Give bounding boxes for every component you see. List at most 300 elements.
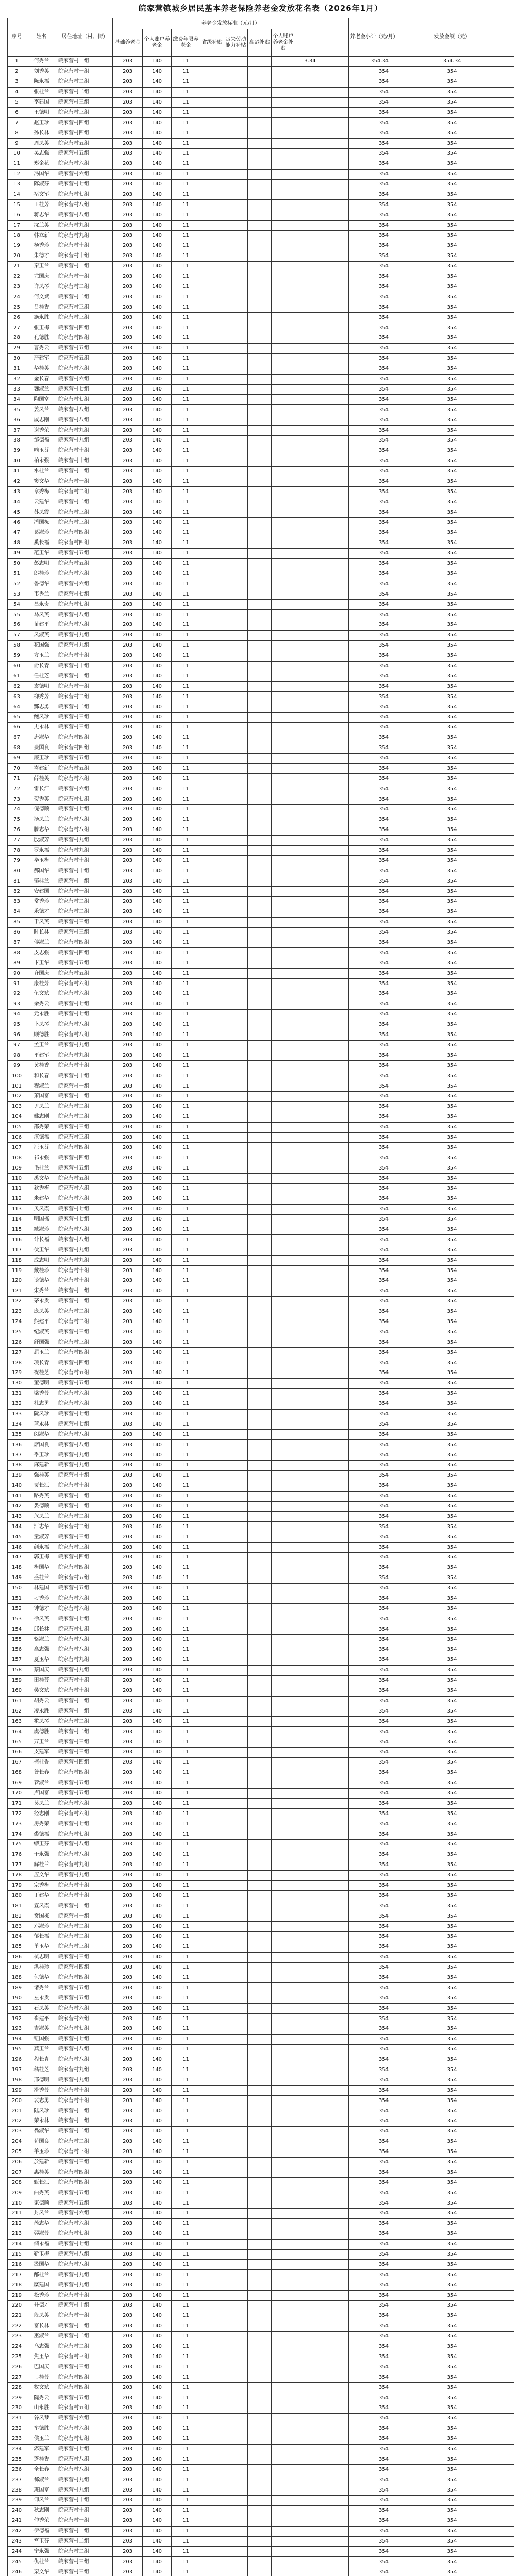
cell-col-c	[248, 999, 272, 1009]
cell-total: 354	[390, 179, 514, 190]
cell-address: 皖家营村三组	[57, 2352, 113, 2362]
cell-blank-2	[325, 2044, 349, 2055]
cell-col-c	[248, 1450, 272, 1461]
cell-col-c	[248, 2024, 272, 2035]
cell-col-d	[272, 1522, 295, 1532]
cell-personal: 140	[143, 753, 172, 764]
cell-address: 皖家营村五组	[57, 139, 113, 149]
cell-col-d	[272, 364, 295, 374]
cell-col-d	[272, 1317, 295, 1327]
cell-col-c	[248, 108, 272, 118]
cell-personal: 140	[143, 1870, 172, 1880]
cell-address: 皖家营村二组	[57, 2547, 113, 2557]
cell-col-c	[248, 2167, 272, 2178]
cell-personal: 140	[143, 333, 172, 344]
cell-col-b	[224, 1747, 248, 1757]
cell-blank-2	[325, 2086, 349, 2096]
cell-personal: 140	[143, 2116, 172, 2127]
table-row	[8, 1378, 514, 1388]
cell-address: 皖家营村二组	[57, 292, 113, 302]
cell-personal: 140	[143, 2034, 172, 2044]
cell-col-c	[248, 272, 272, 282]
cell-col-c	[248, 477, 272, 487]
cell-long-service: 11	[172, 1450, 200, 1461]
cell-col-d	[272, 969, 295, 979]
cell-col-a	[200, 999, 224, 1009]
cell-col-a	[200, 1594, 224, 1604]
cell-personal: 140	[143, 1296, 172, 1307]
cell-col-c	[248, 1870, 272, 1880]
table-row	[8, 2567, 514, 2576]
cell-col-d	[272, 620, 295, 630]
cell-total: 354	[390, 682, 514, 692]
cell-basic: 203	[113, 1430, 143, 1440]
cell-col-a	[200, 1737, 224, 1748]
cell-col-c	[248, 1163, 272, 1174]
cell-col-c	[248, 1388, 272, 1399]
cell-col-c	[248, 743, 272, 753]
cell-long-service: 11	[172, 538, 200, 548]
cell-col-c	[248, 1307, 272, 1317]
cell-personal: 140	[143, 845, 172, 856]
cell-basic: 203	[113, 1276, 143, 1286]
table-row	[8, 713, 514, 723]
cell-col-d	[272, 825, 295, 835]
cell-col-c	[248, 856, 272, 866]
cell-index: 169	[8, 1778, 26, 1788]
cell-basic: 203	[113, 1020, 143, 1030]
cell-name: 解桂兰	[26, 1860, 57, 1870]
cell-blank-1	[295, 2198, 325, 2209]
cell-address: 皖家营村一组	[57, 887, 113, 897]
cell-name: 何文斌	[26, 292, 57, 302]
cell-col-a	[200, 671, 224, 682]
cell-blank-1	[295, 753, 325, 764]
cell-subtotal: 354	[349, 2126, 390, 2137]
cell-total: 354	[390, 1573, 514, 1583]
cell-subtotal: 354	[349, 999, 390, 1009]
cell-col-d	[272, 2362, 295, 2372]
cell-blank-2	[325, 1419, 349, 1430]
table-row	[8, 497, 514, 507]
cell-long-service: 11	[172, 1481, 200, 1491]
cell-blank-2	[325, 1675, 349, 1686]
cell-long-service: 11	[172, 2106, 200, 2116]
cell-index: 32	[8, 374, 26, 384]
table-row	[8, 446, 514, 456]
cell-personal: 140	[143, 794, 172, 805]
document-title: 皖家营镇城乡居民基本养老保险养老金发放花名表（2026年1月）	[138, 4, 383, 13]
cell-col-b	[224, 149, 248, 159]
cell-blank-1	[295, 1696, 325, 1706]
cell-total: 354	[390, 1737, 514, 1748]
cell-blank-2	[325, 2034, 349, 2044]
cell-index: 73	[8, 794, 26, 805]
cell-subtotal: 354	[349, 1091, 390, 1101]
cell-address: 皖家营村十组	[57, 2086, 113, 2096]
cell-blank-1	[295, 353, 325, 364]
cell-col-d	[272, 2383, 295, 2393]
cell-col-d	[272, 1440, 295, 1450]
cell-index: 10	[8, 149, 26, 159]
cell-blank-1	[295, 2424, 325, 2434]
cell-blank-2	[325, 1440, 349, 1450]
cell-name: 常秀珍	[26, 897, 57, 907]
cell-name: 谢秀荣	[26, 426, 57, 436]
cell-personal: 140	[143, 620, 172, 630]
cell-blank-2	[325, 2004, 349, 2014]
cell-total: 354	[390, 1183, 514, 1194]
cell-blank-2	[325, 1225, 349, 1235]
table-row	[8, 764, 514, 774]
cell-col-a	[200, 1922, 224, 1932]
table-row	[8, 528, 514, 538]
cell-col-a	[200, 2004, 224, 2014]
cell-col-b	[224, 1266, 248, 1276]
cell-col-c	[248, 1153, 272, 1163]
cell-col-d	[272, 2485, 295, 2496]
cell-col-a	[200, 876, 224, 887]
cell-blank-1	[295, 2475, 325, 2485]
cell-subtotal: 354	[349, 2526, 390, 2536]
cell-index: 142	[8, 1501, 26, 1512]
cell-blank-2	[325, 528, 349, 538]
cell-blank-1	[295, 333, 325, 344]
cell-address: 皖家营村七组	[57, 805, 113, 815]
cell-name: 袁德明	[26, 682, 57, 692]
cell-col-d	[272, 2167, 295, 2178]
cell-name: 禹文华	[26, 1174, 57, 1184]
cell-blank-2	[325, 999, 349, 1009]
cell-address: 皖家营村九组	[57, 435, 113, 446]
cell-col-d	[272, 733, 295, 743]
cell-long-service: 11	[172, 1635, 200, 1645]
cell-col-c	[248, 1891, 272, 1901]
table-row	[8, 1870, 514, 1880]
cell-index: 28	[8, 333, 26, 344]
cell-col-c	[248, 1225, 272, 1235]
cell-col-a	[200, 722, 224, 733]
cell-blank-1	[295, 866, 325, 876]
cell-col-d	[272, 1799, 295, 1809]
cell-address: 皖家营村五组	[57, 558, 113, 569]
cell-blank-1	[295, 1563, 325, 1573]
cell-blank-1	[295, 179, 325, 190]
header-subtotal: 养老金小计（元/月）	[349, 18, 390, 57]
cell-index: 22	[8, 272, 26, 282]
table-row	[8, 579, 514, 589]
cell-blank-1	[295, 1501, 325, 1512]
cell-col-c	[248, 2270, 272, 2280]
table-row	[8, 77, 514, 87]
cell-subtotal: 354	[349, 1829, 390, 1840]
cell-blank-2	[325, 2301, 349, 2311]
cell-col-c	[248, 640, 272, 651]
cell-blank-1	[295, 702, 325, 713]
cell-blank-1	[295, 1040, 325, 1050]
cell-long-service: 11	[172, 1675, 200, 1686]
cell-basic: 203	[113, 1952, 143, 1962]
table-row	[8, 1194, 514, 1204]
cell-personal: 140	[143, 2209, 172, 2219]
header-index: 序号	[8, 18, 26, 57]
cell-subtotal: 354	[349, 1604, 390, 1614]
cell-col-b	[224, 2157, 248, 2167]
cell-blank-2	[325, 149, 349, 159]
cell-subtotal: 354	[349, 1081, 390, 1092]
cell-personal: 140	[143, 999, 172, 1009]
cell-col-d	[272, 1993, 295, 2004]
cell-col-d	[272, 1553, 295, 1563]
cell-col-c	[248, 292, 272, 302]
cell-personal: 140	[143, 2075, 172, 2086]
cell-subtotal: 354	[349, 815, 390, 825]
cell-subtotal: 354	[349, 2485, 390, 2496]
cell-blank-2	[325, 1337, 349, 1348]
table-row	[8, 2044, 514, 2055]
cell-basic: 203	[113, 2372, 143, 2383]
cell-name: 隗秀云	[26, 2393, 57, 2403]
cell-long-service: 11	[172, 364, 200, 374]
cell-total: 354	[390, 282, 514, 292]
cell-index: 158	[8, 1665, 26, 1675]
cell-col-a	[200, 2239, 224, 2249]
cell-personal: 140	[143, 2403, 172, 2413]
cell-long-service: 11	[172, 1860, 200, 1870]
cell-index: 146	[8, 1543, 26, 1553]
cell-index: 89	[8, 958, 26, 969]
cell-index: 6	[8, 108, 26, 118]
cell-col-b	[224, 1071, 248, 1081]
cell-address: 皖家营村十组	[57, 1276, 113, 1286]
cell-blank-2	[325, 1430, 349, 1440]
cell-col-c	[248, 969, 272, 979]
cell-subtotal: 354	[349, 682, 390, 692]
cell-subtotal: 354	[349, 600, 390, 610]
table-row	[8, 1337, 514, 1348]
cell-total: 354	[390, 2567, 514, 2576]
cell-blank-1	[295, 569, 325, 579]
cell-subtotal: 354	[349, 1747, 390, 1757]
table-body	[8, 57, 514, 2576]
cell-subtotal: 354	[349, 1430, 390, 1440]
cell-personal: 140	[143, 1696, 172, 1706]
cell-col-c	[248, 1235, 272, 1245]
cell-col-b	[224, 1962, 248, 1973]
cell-col-a	[200, 1358, 224, 1368]
cell-basic: 203	[113, 1563, 143, 1573]
cell-col-b	[224, 2311, 248, 2321]
cell-col-b	[224, 702, 248, 713]
cell-long-service: 11	[172, 917, 200, 927]
cell-name: 项长青	[26, 1358, 57, 1368]
cell-name: 昝长春	[26, 1768, 57, 1778]
cell-index: 229	[8, 2393, 26, 2403]
cell-blank-1	[295, 1778, 325, 1788]
cell-index: 12	[8, 169, 26, 179]
cell-address: 皖家营村九组	[57, 1870, 113, 1880]
cell-total: 354	[390, 1225, 514, 1235]
cell-subtotal: 354	[349, 2024, 390, 2035]
cell-subtotal: 354	[349, 979, 390, 989]
cell-blank-2	[325, 743, 349, 753]
cell-personal: 140	[143, 1214, 172, 1225]
cell-col-b	[224, 405, 248, 415]
cell-subtotal: 354	[349, 1635, 390, 1645]
cell-basic: 203	[113, 446, 143, 456]
cell-col-c	[248, 2505, 272, 2516]
cell-personal: 140	[143, 2086, 172, 2096]
cell-blank-2	[325, 815, 349, 825]
cell-col-a	[200, 1327, 224, 1337]
cell-col-c	[248, 1143, 272, 1153]
cell-name: 费国良	[26, 743, 57, 753]
cell-total: 354	[390, 979, 514, 989]
cell-blank-2	[325, 2260, 349, 2270]
cell-col-a	[200, 1450, 224, 1461]
cell-blank-2	[325, 272, 349, 282]
cell-name: 郑金花	[26, 159, 57, 169]
cell-col-c	[248, 620, 272, 630]
cell-total: 354	[390, 548, 514, 558]
cell-personal: 140	[143, 1891, 172, 1901]
cell-personal: 140	[143, 1194, 172, 1204]
table-row	[8, 1635, 514, 1645]
cell-col-c	[248, 589, 272, 600]
cell-blank-2	[325, 969, 349, 979]
cell-address: 皖家营村七组	[57, 190, 113, 200]
cell-col-b	[224, 108, 248, 118]
cell-subtotal: 354	[349, 118, 390, 128]
cell-name: 贺秀英	[26, 794, 57, 805]
cell-col-d	[272, 558, 295, 569]
cell-subtotal: 354	[349, 1183, 390, 1194]
cell-basic: 203	[113, 2547, 143, 2557]
cell-index: 191	[8, 2004, 26, 2014]
cell-address: 皖家营村十组	[57, 866, 113, 876]
cell-personal: 140	[143, 292, 172, 302]
cell-col-b	[224, 1686, 248, 1696]
cell-col-a	[200, 1512, 224, 1522]
cell-col-c	[248, 1901, 272, 1911]
cell-col-a	[200, 2188, 224, 2198]
cell-col-c	[248, 1091, 272, 1101]
cell-col-a	[200, 1543, 224, 1553]
table-row	[8, 2229, 514, 2239]
cell-blank-1	[295, 1880, 325, 1891]
cell-name: 孟玉兰	[26, 1040, 57, 1050]
cell-long-service: 11	[172, 200, 200, 210]
cell-personal: 140	[143, 1942, 172, 1952]
cell-blank-2	[325, 159, 349, 169]
cell-long-service: 11	[172, 2383, 200, 2393]
cell-basic: 203	[113, 2454, 143, 2465]
cell-col-b	[224, 426, 248, 436]
cell-subtotal: 354	[349, 1071, 390, 1081]
cell-col-c	[248, 1419, 272, 1430]
cell-long-service: 11	[172, 1163, 200, 1174]
cell-col-c	[248, 1020, 272, 1030]
cell-col-b	[224, 1204, 248, 1214]
cell-col-b	[224, 282, 248, 292]
cell-index: 143	[8, 1512, 26, 1522]
cell-col-a	[200, 1778, 224, 1788]
cell-total: 354	[390, 815, 514, 825]
cell-subtotal: 354	[349, 1214, 390, 1225]
cell-col-d	[272, 569, 295, 579]
cell-blank-2	[325, 251, 349, 261]
table-row	[8, 108, 514, 118]
cell-address: 皖家营村九组	[57, 426, 113, 436]
cell-long-service: 11	[172, 2239, 200, 2249]
cell-subtotal: 354	[349, 1307, 390, 1317]
cell-long-service: 11	[172, 2557, 200, 2567]
cell-name: 山永胜	[26, 2403, 57, 2413]
cell-col-a	[200, 1573, 224, 1583]
cell-personal: 140	[143, 1768, 172, 1778]
cell-col-c	[248, 1778, 272, 1788]
cell-col-b	[224, 1911, 248, 1922]
cell-basic: 203	[113, 190, 143, 200]
cell-col-c	[248, 2157, 272, 2167]
cell-subtotal: 354	[349, 743, 390, 753]
cell-name: 管淑兰	[26, 1778, 57, 1788]
cell-name: 滑秀芳	[26, 2086, 57, 2096]
cell-blank-2	[325, 1788, 349, 1799]
cell-basic: 203	[113, 1419, 143, 1430]
table-row	[8, 2086, 514, 2096]
cell-address: 皖家营村八组	[57, 1635, 113, 1645]
cell-col-a	[200, 1993, 224, 2004]
cell-long-service: 11	[172, 272, 200, 282]
cell-total: 354	[390, 149, 514, 159]
cell-col-a	[200, 1665, 224, 1675]
cell-long-service: 11	[172, 302, 200, 313]
cell-long-service: 11	[172, 907, 200, 917]
cell-index: 138	[8, 1461, 26, 1471]
cell-col-b	[224, 1470, 248, 1481]
cell-blank-2	[325, 1204, 349, 1214]
cell-total: 354	[390, 887, 514, 897]
cell-blank-1	[295, 794, 325, 805]
cell-basic: 203	[113, 1061, 143, 1071]
cell-basic: 203	[113, 2055, 143, 2065]
cell-index: 7	[8, 118, 26, 128]
cell-subtotal: 354	[349, 958, 390, 969]
cell-personal: 140	[143, 1543, 172, 1553]
cell-address: 皖家营村五组	[57, 969, 113, 979]
cell-col-d	[272, 1348, 295, 1358]
cell-basic: 203	[113, 743, 143, 753]
cell-col-b	[224, 1594, 248, 1604]
table-row	[8, 2454, 514, 2465]
cell-blank-2	[325, 702, 349, 713]
cell-address: 皖家营村六组	[57, 989, 113, 999]
cell-long-service: 11	[172, 1183, 200, 1194]
cell-col-c	[248, 1717, 272, 1727]
cell-long-service: 11	[172, 66, 200, 77]
cell-name: 樊文斌	[26, 1686, 57, 1696]
cell-long-service: 11	[172, 343, 200, 353]
cell-col-b	[224, 2557, 248, 2567]
cell-col-a	[200, 1368, 224, 1379]
cell-col-d	[272, 2106, 295, 2116]
cell-col-c	[248, 1174, 272, 1184]
cell-blank-2	[325, 1757, 349, 1768]
cell-name: 干永强	[26, 1850, 57, 1860]
cell-col-d	[272, 272, 295, 282]
cell-address: 皖家营村一组	[57, 1296, 113, 1307]
